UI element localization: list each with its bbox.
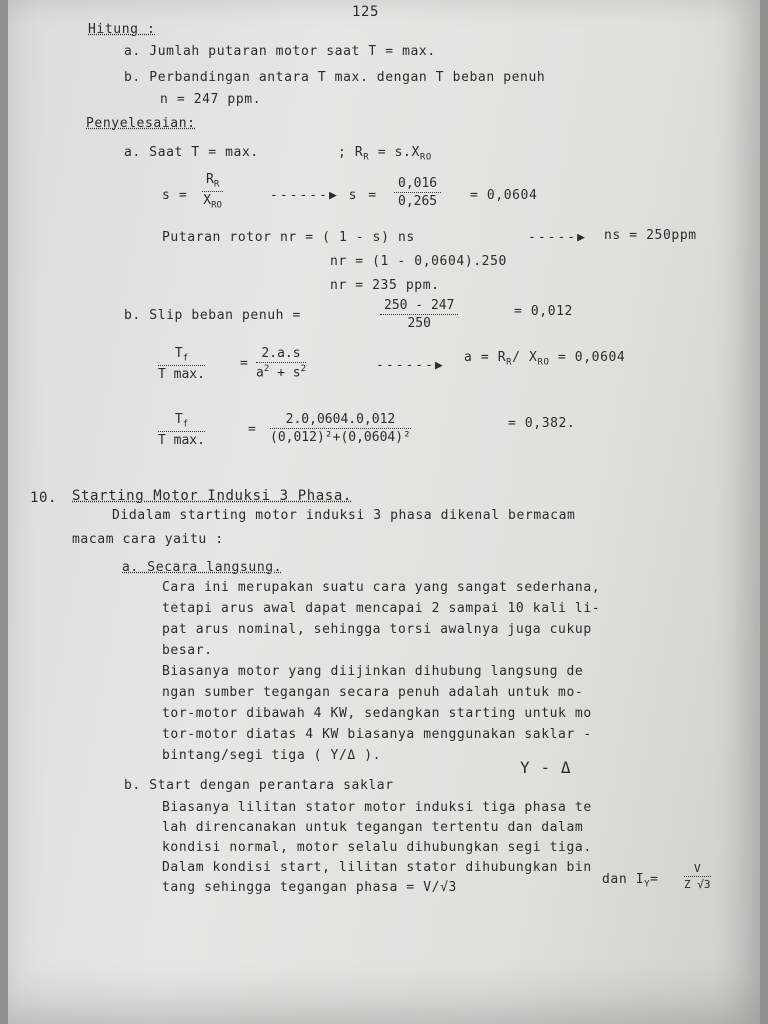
method-b-line: lah direncanakan untuk tegangan tertentu dan dalam <box>162 820 584 835</box>
method-b-line: Biasanya lilitan stator motor induksi tiga phasa te <box>162 800 592 815</box>
torque-eq-1: = <box>240 356 249 371</box>
putaran-ns: ns = 250ppm <box>604 228 697 243</box>
s-result: = 0,0604 <box>470 188 538 203</box>
s-value-fraction: $\frac{0,016}{0,265}$ <box>394 176 441 209</box>
slip-fraction: $\frac{250 - 247}{250}$ <box>380 298 458 331</box>
method-a-line: Biasanya motor yang diijinkan dihubung langsung de <box>162 664 584 679</box>
wye-delta-symbol: Y - Δ <box>520 758 572 777</box>
nr-line-2: nr = (1 - 0,0604).250 <box>330 254 507 269</box>
method-b-last-line: tang sehingga tegangan phasa = V/√3 <box>162 880 457 895</box>
step-a-condition: ; $R_R = s.X_{RO}$ <box>338 145 432 163</box>
step-a-label: a. Saat T = max. <box>124 145 259 160</box>
hitung-heading: Hitung : <box>88 22 156 37</box>
method-b-line: Dalam kondisi start, lilitan stator dihubungkan bin <box>162 860 592 875</box>
section-intro-2: macam cara yaitu : <box>72 532 224 547</box>
section-number: 10. <box>30 490 58 506</box>
hitung-item-a: a. Jumlah putaran motor saat T = max. <box>124 44 436 59</box>
torque-arrow: ------▶ <box>376 358 445 373</box>
slip-label: b. Slip beban penuh = <box>124 308 301 323</box>
hitung-item-b-cont: n = 247 ppm. <box>160 92 262 107</box>
putaran-rotor-line: Putaran rotor nr = ( 1 - s) ns <box>162 230 415 245</box>
method-a-line: ngan sumber tegangan secara penuh adalah untuk mo- <box>162 685 584 700</box>
method-a-line: tor-motor dibawah 4 KW, sedangkan starting untuk mo <box>162 706 592 721</box>
s-arrow: ------▶ s = <box>270 188 379 203</box>
method-a-line: tor-motor diatas 4 KW biasanya menggunakan saklar - <box>162 727 592 742</box>
s-fraction <box>202 172 223 210</box>
method-a-line: bintang/segi tiga ( Y/Δ ). <box>162 748 382 763</box>
method-a-line: tetapi arus awal dapat mencapai 2 sampai 10 kali li- <box>162 601 601 616</box>
method-a-line: besar. <box>162 643 213 658</box>
nr-line-3: nr = 235 ppm. <box>330 278 440 293</box>
torque-ratio-fraction-1: $T_f$ T max. <box>158 346 205 382</box>
torque-result: = 0,382. <box>508 416 576 431</box>
slip-result: = 0,012 <box>514 304 573 319</box>
s-label: s = <box>162 188 188 203</box>
method-a-line: pat arus nominal, sehingga torsi awalnya juga cukup <box>162 622 592 637</box>
section-intro-1: Didalam starting motor induksi 3 phasa dikenal bermacam <box>112 508 576 523</box>
section-heading: Starting Motor Induksi 3 Phasa. <box>72 488 352 504</box>
iy-label: dan $I_Y=$ <box>602 872 659 890</box>
hitung-item-b: b. Perbandingan antara T max. dengan T beban penuh <box>124 70 546 85</box>
document-page <box>8 0 760 1024</box>
method-a-line: Cara ini merupakan suatu cara yang sangat sederhana, <box>162 580 601 595</box>
s-fraction-num: $R_R$ <box>202 172 223 192</box>
method-b-heading: b. Start dengan perantara saklar <box>124 778 394 793</box>
method-b-line: kondisi normal, motor selalu dihubungkan segi tiga. <box>162 840 592 855</box>
method-a-heading: a. Secara langsung. <box>122 560 283 575</box>
torque-ratio-fraction-2: $T_f$ T max. <box>158 412 205 448</box>
torque-numeric-fraction: $\frac{2.0,0604.0,012}{\text{(0,012)²+(0,0604)²}}$ <box>270 412 411 445</box>
s-fraction-den: $X_{RO}$ <box>203 192 222 211</box>
torque-eq-2: = <box>248 422 257 437</box>
torque-formula-fraction: $\frac{2.a.s}{a^2 + s^2}$ <box>256 346 306 381</box>
putaran-arrow: -----▶ <box>528 230 587 245</box>
a-definition: $a = R_R/$ $X_{RO} = 0,0604$ <box>464 350 626 368</box>
iy-fraction: $\frac{V}{Z √3}$ <box>684 862 711 891</box>
page-number: 125 <box>352 4 380 20</box>
penyelesaian-heading: Penyelesaian: <box>86 116 196 131</box>
